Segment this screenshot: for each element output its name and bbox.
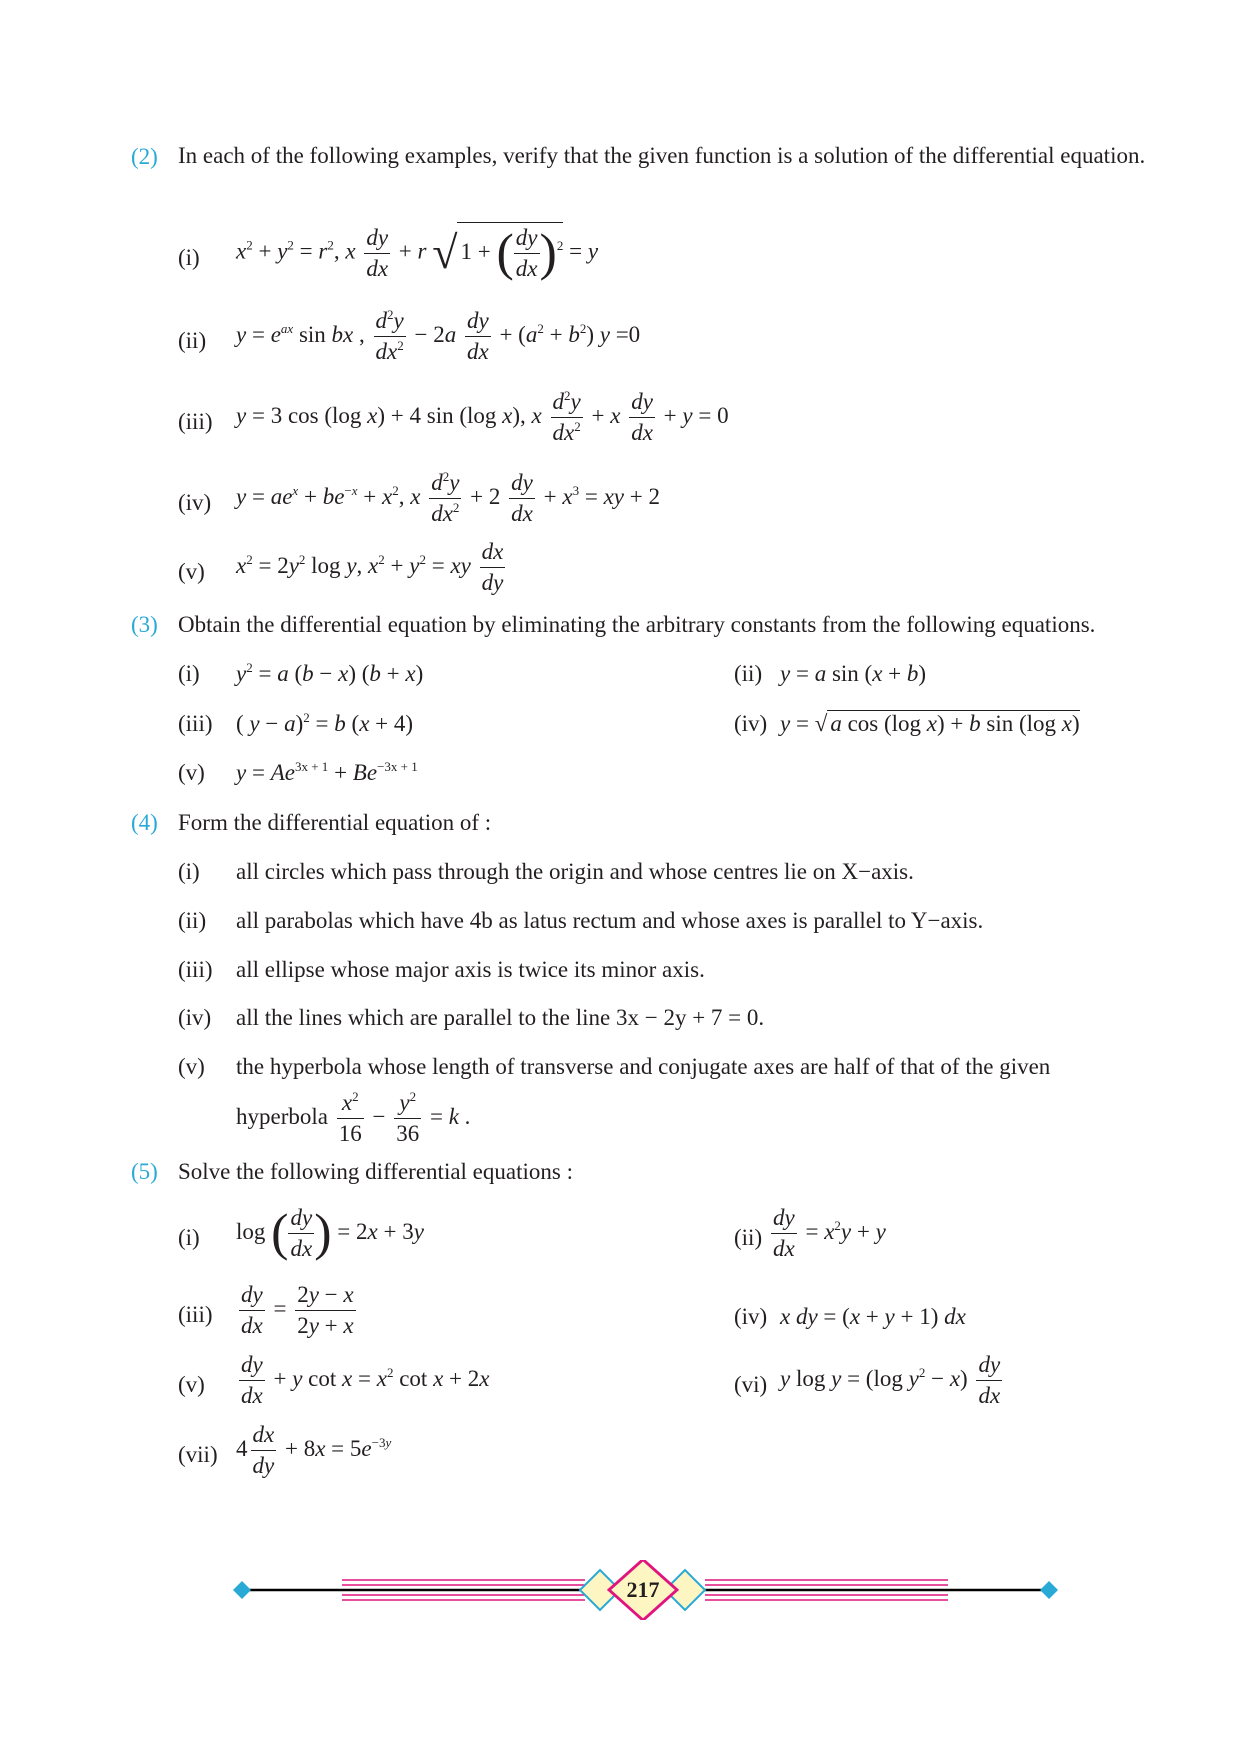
q3-ii-label: (ii)	[734, 661, 763, 686]
q4-iv-text: all the lines which are parallel to the line 3x − 2y + 7 = 0.	[236, 1005, 765, 1030]
q5-vi-math: y log y = (log $y^2 - x$) $\frac{dy}{dx}$	[780, 1352, 1001, 1408]
left-diamond-icon	[233, 1581, 251, 1599]
q4-iii-text: all ellipse whose major axis is twice its minor axis.	[236, 957, 705, 982]
q5-vi-label: (vi)	[734, 1372, 768, 1397]
q5-iv-label: (iv)	[734, 1304, 768, 1329]
q3-i-math: $y^2 = a$ (b − x) (b + x)	[236, 660, 424, 686]
q3-ii-math: y = a sin (x + b)	[780, 661, 927, 686]
q5-number: (5)	[131, 1159, 158, 1184]
right-diamond-icon	[1040, 1581, 1058, 1599]
q5-v-math: $\frac{dy}{dx}$ + y $\cot x = x^2$ cot x + 2x	[241, 1352, 490, 1408]
q3-iii-math: ( y − a)$^2$ = b (x + 4)	[236, 710, 414, 736]
q5-iii-label: (iii)	[178, 1302, 213, 1327]
q3-i-label: (i)	[178, 661, 200, 686]
page-footer	[0, 1560, 1241, 1620]
q5-i-math: log ( $\frac{dy}{dx}$ ) = 2x + 3y	[236, 1204, 424, 1262]
q2-iii-math: y = 3 cos (log x) + 4 sin (log x), x $\frac{d^2y}{dx^2}$ + x $\frac{dy}{dx}$ + y = 0	[236, 388, 729, 445]
q3-v-math: $y = Ae^{3x + 1} + Be^{-3x + 1}$	[236, 759, 418, 785]
q3-iii-label: (iii)	[178, 711, 213, 736]
q4-i-label: (i)	[178, 859, 200, 884]
q3-number: (3)	[131, 612, 158, 637]
q5-vii-label: (vii)	[178, 1442, 218, 1467]
q2-iv-label: (iv)	[178, 490, 212, 515]
q2-iii-label: (iii)	[178, 409, 213, 434]
q2-i-label: (i)	[178, 245, 200, 270]
q3-text: Obtain the differential equation by eliminating the arbitrary constants from the following equations.	[178, 612, 1096, 637]
q4-v-label: (v)	[178, 1054, 205, 1079]
q4-i-text: all circles which pass through the origin and whose centres lie on X−axis.	[236, 859, 914, 884]
q2-number: (2)	[131, 144, 158, 169]
q5-i-label: (i)	[178, 1225, 200, 1250]
q4-number: (4)	[131, 810, 158, 835]
q5-text: Solve the following differential equations :	[178, 1159, 573, 1184]
q5-vii-math: 4 $\frac{dx}{dy}$ + $8x = 5e^{-3y}$	[236, 1422, 392, 1478]
q4-v-text: the hyperbola whose length of transverse and conjugate axes are half of that of the given	[236, 1054, 1051, 1079]
q4-v-text2: hyperbola	[236, 1103, 328, 1129]
q4-text: Form the differential equation of :	[178, 810, 492, 835]
q3-iv-math: y = √ a cos (log x) + b sin (log x)	[780, 711, 1080, 736]
q2-v-label: (v)	[178, 559, 205, 584]
q2-ii-math: $y = e^{ax}$ sin bx , $\frac{d^2y}{dx^2}$ − 2a $\frac{dy}{dx}$ + $(a^2 + b^2)$ y =0	[236, 307, 641, 364]
q3-iv-label: (iv)	[734, 711, 768, 736]
q2-v-math: $x^2 = 2y^2$ log y, $x^2 + y^2$ = xy $\frac{dx}{dy}$	[236, 539, 504, 595]
page-number: 217	[626, 1577, 660, 1602]
q2-text: In each of the following examples, verify that the given function is a solution of the differential equation.	[178, 143, 1146, 168]
q2-i-math: $x^2 + y^2 = r^2$, x $\frac{dy}{dx}$ + r √ 1 + ( $\frac{dy}{dx}$ )$^2$ = y	[236, 222, 598, 284]
q5-ii-math: $\frac{dy}{dx}$ = $x^2y + y$	[773, 1205, 886, 1261]
q4-v-math: $\frac{x^2}{16}$ − $\frac{y^2}{36}$ = k .	[338, 1089, 471, 1146]
q2-iv-math: $y = ae^x + be^{-x} + x^2$, x $\frac{d^2y}{dx^2}$ + 2 $\frac{dy}{dx}$ + $x^3$ = xy + 2	[236, 469, 660, 526]
q2-ii-label: (ii)	[178, 328, 207, 353]
q4-iv-label: (iv)	[178, 1005, 212, 1030]
q5-iii-math: $\frac{dy}{dx}$ = $\frac{2y - x}{2y + x}$	[241, 1282, 354, 1338]
q4-ii-label: (ii)	[178, 908, 207, 933]
q5-v-label: (v)	[178, 1372, 205, 1397]
q5-ii-label: (ii)	[734, 1225, 763, 1250]
q3-v-label: (v)	[178, 760, 205, 785]
q5-iv-math: x dy = (x + y + 1) dx	[780, 1304, 966, 1329]
q4-ii-text: all parabolas which have 4b as latus rectum and whose axes is parallel to Y−axis.	[236, 908, 984, 933]
q4-iii-label: (iii)	[178, 957, 213, 982]
q4-v-math-line	[236, 1088, 470, 1149]
